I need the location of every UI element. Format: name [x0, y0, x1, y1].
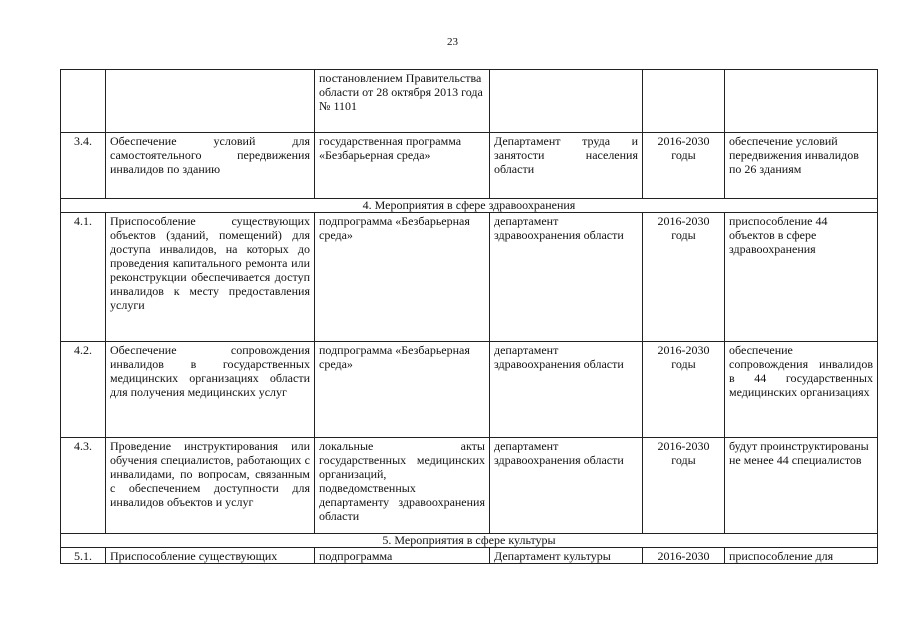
table-row — [61, 438, 878, 534]
measure-cell — [106, 70, 315, 133]
basis-cell: подпрограмма «Безбарьерная среда» — [315, 342, 490, 438]
row-number: 5.1. — [61, 548, 106, 564]
period-cell: 2016-2030 — [643, 548, 725, 564]
measure-cell: Приспособление существующих — [106, 548, 315, 564]
period-cell: 2016-2030 годы — [643, 213, 725, 342]
row-number — [61, 70, 106, 133]
measure-cell: Приспособление существующих объектов (зданий, помещений) для доступа инвалидов, на которых до проведения капитального ремонта или реконструкции обеспечивается доступ инвалидов к месту предоставления услуги — [106, 213, 315, 342]
measure-cell: Проведение инструктирования или обучения специалистов, работающих с инвалидами, по вопросам, связанным с обеспечением доступности для инвалидов объектов и услуг — [106, 438, 315, 534]
result-cell: обеспечение условий передвижения инвалидов по 26 зданиям — [725, 133, 878, 199]
row-number: 4.3. — [61, 438, 106, 534]
executor-cell: Департамент культуры — [490, 548, 643, 564]
basis-cell: подпрограмма «Безбарьерная среда» — [315, 213, 490, 342]
section-title: 5. Мероприятия в сфере культуры — [61, 534, 878, 548]
executor-cell: департамент здравоохранения области — [490, 342, 643, 438]
result-cell: приспособление для — [725, 548, 878, 564]
section-header-row — [61, 199, 878, 213]
section-title: 4. Мероприятия в сфере здравоохранения — [61, 199, 878, 213]
executor-cell — [490, 70, 643, 133]
result-cell: приспособление 44 объектов в сфере здравоохранения — [725, 213, 878, 342]
result-cell: будут проинструктированы не менее 44 специалистов — [725, 438, 878, 534]
executor-cell: департамент здравоохранения области — [490, 438, 643, 534]
measure-cell: Обеспечение сопровождения инвалидов в государственных медицинских организациях области для получения медицинских услуг — [106, 342, 315, 438]
table-row — [61, 70, 878, 133]
period-cell: 2016-2030 годы — [643, 133, 725, 199]
result-cell — [725, 70, 878, 133]
page-number: 23 — [447, 36, 458, 48]
period-cell: 2016-2030 годы — [643, 342, 725, 438]
executor-cell: Департамент труда и занятости населения области — [490, 133, 643, 199]
result-cell: обеспечение сопровождения инвалидов в 44 государственных медицинских организациях — [725, 342, 878, 438]
basis-cell: подпрограмма — [315, 548, 490, 564]
row-number: 4.1. — [61, 213, 106, 342]
measure-cell: Обеспечение условий для самостоятельного передвижения инвалидов по зданию — [106, 133, 315, 199]
measures-table — [60, 69, 878, 564]
basis-cell: локальные акты государственных медицинских организаций, подведомственных департаменту здравоохранения области — [315, 438, 490, 534]
table-row — [61, 133, 878, 199]
row-number: 3.4. — [61, 133, 106, 199]
table-row — [61, 213, 878, 342]
period-cell: 2016-2030 годы — [643, 438, 725, 534]
row-number: 4.2. — [61, 342, 106, 438]
basis-cell: постановлением Правительства области от 28 октября 2013 года № 1101 — [315, 70, 490, 133]
section-header-row — [61, 534, 878, 548]
table-row — [61, 342, 878, 438]
table-row — [61, 548, 878, 564]
executor-cell: департамент здравоохранения области — [490, 213, 643, 342]
basis-cell: государственная программа «Безбарьерная среда» — [315, 133, 490, 199]
period-cell — [643, 70, 725, 133]
